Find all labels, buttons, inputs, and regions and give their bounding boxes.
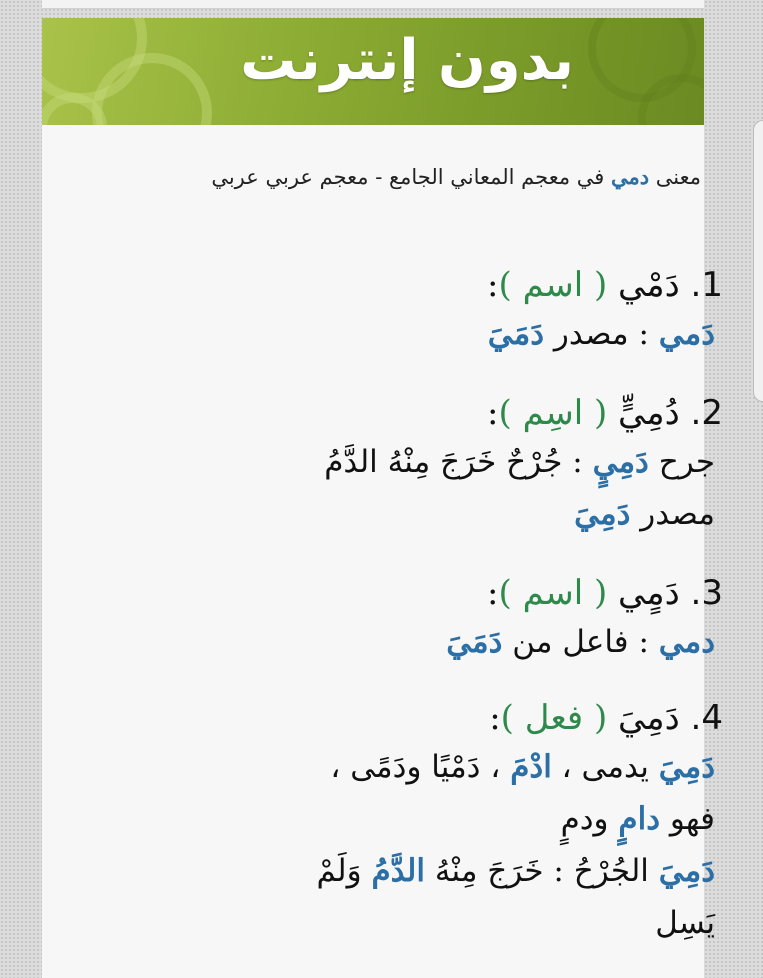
banner	[42, 18, 704, 125]
definition-line	[100, 436, 723, 488]
link-word[interactable]: دَمَيَ	[487, 316, 544, 352]
link-word[interactable]: دَمِيَ	[574, 496, 631, 532]
intro-after: في معجم المعاني الجامع - معجم عربي عربي	[211, 165, 611, 189]
intro-line	[211, 164, 701, 189]
entry-head	[100, 570, 723, 616]
intro-word[interactable]: دمي	[610, 164, 650, 189]
entry-colon: :	[487, 265, 499, 305]
entry-pos: ( اسم )	[498, 573, 608, 613]
definition-line	[100, 845, 723, 897]
entry-head	[100, 390, 723, 436]
definition-text: : مصدر	[544, 316, 659, 352]
definition-line	[100, 488, 723, 540]
link-word[interactable]: دَمِيٍ	[592, 444, 649, 480]
definition-line	[100, 897, 723, 949]
entry-headword: دُمِيٍّ	[618, 393, 680, 433]
entry-number: 2.	[690, 393, 723, 433]
entry-4	[100, 695, 723, 949]
entry-colon: :	[487, 393, 499, 433]
definition-text: ودمٍ	[560, 801, 619, 837]
entry-head	[100, 262, 723, 308]
entry-headword: دَمِيَ	[618, 698, 680, 738]
intro-before: معنى	[649, 165, 701, 189]
definition-text: : جُرْحٌ خَرَجَ مِنْهُ الدَّمُ	[324, 444, 593, 480]
definition-line	[100, 616, 723, 668]
entry-1	[100, 262, 723, 360]
entry-pos: ( اسِم )	[498, 393, 608, 433]
entry-headword: دَمٍي	[618, 573, 680, 613]
entry-number: 4.	[690, 698, 723, 738]
definition-line	[100, 308, 723, 360]
entry-colon: :	[487, 573, 499, 613]
definition-text: يَسِل	[655, 905, 715, 941]
entry-2	[100, 390, 723, 540]
definition-text: جرح	[648, 444, 715, 480]
entry-number: 3.	[690, 573, 723, 613]
definition-line	[100, 741, 723, 793]
entry-number: 1.	[690, 265, 723, 305]
link-word[interactable]: الدَّمُ	[371, 853, 425, 889]
entry-pos: ( اسم )	[498, 265, 608, 305]
definition-text: : فاعل من	[502, 624, 659, 660]
side-panel-edge[interactable]	[753, 120, 763, 402]
link-word[interactable]: دَمي	[658, 316, 715, 352]
definition-text: يدمى ،	[551, 749, 659, 785]
definition-line	[100, 793, 723, 845]
definition-text: وَلَمْ	[316, 853, 372, 889]
link-word[interactable]: دمي	[658, 624, 715, 660]
link-word[interactable]: دَمِيَ	[658, 749, 715, 785]
entry-head	[100, 695, 723, 741]
link-word[interactable]: دامٍ	[618, 801, 661, 837]
link-word[interactable]: دَمَيَ	[446, 624, 503, 660]
definition-text: فهو	[660, 801, 715, 837]
definition-text: الجُرْحُ : خَرَجَ مِنْهُ	[424, 853, 659, 889]
entry-pos: ( فعل )	[500, 698, 608, 738]
entry-3	[100, 570, 723, 668]
banner-title: بدون إنترنت	[240, 28, 574, 93]
entry-colon: :	[489, 698, 501, 738]
top-strip	[42, 0, 704, 9]
definition-text: ، دَمْيًا ودَمًى ،	[330, 749, 511, 785]
link-word[interactable]: ادْمَ	[510, 749, 552, 785]
link-word[interactable]: دَمِيَ	[658, 853, 715, 889]
entry-headword: دَمْي	[618, 265, 680, 305]
definition-text: مصدر	[630, 496, 715, 532]
